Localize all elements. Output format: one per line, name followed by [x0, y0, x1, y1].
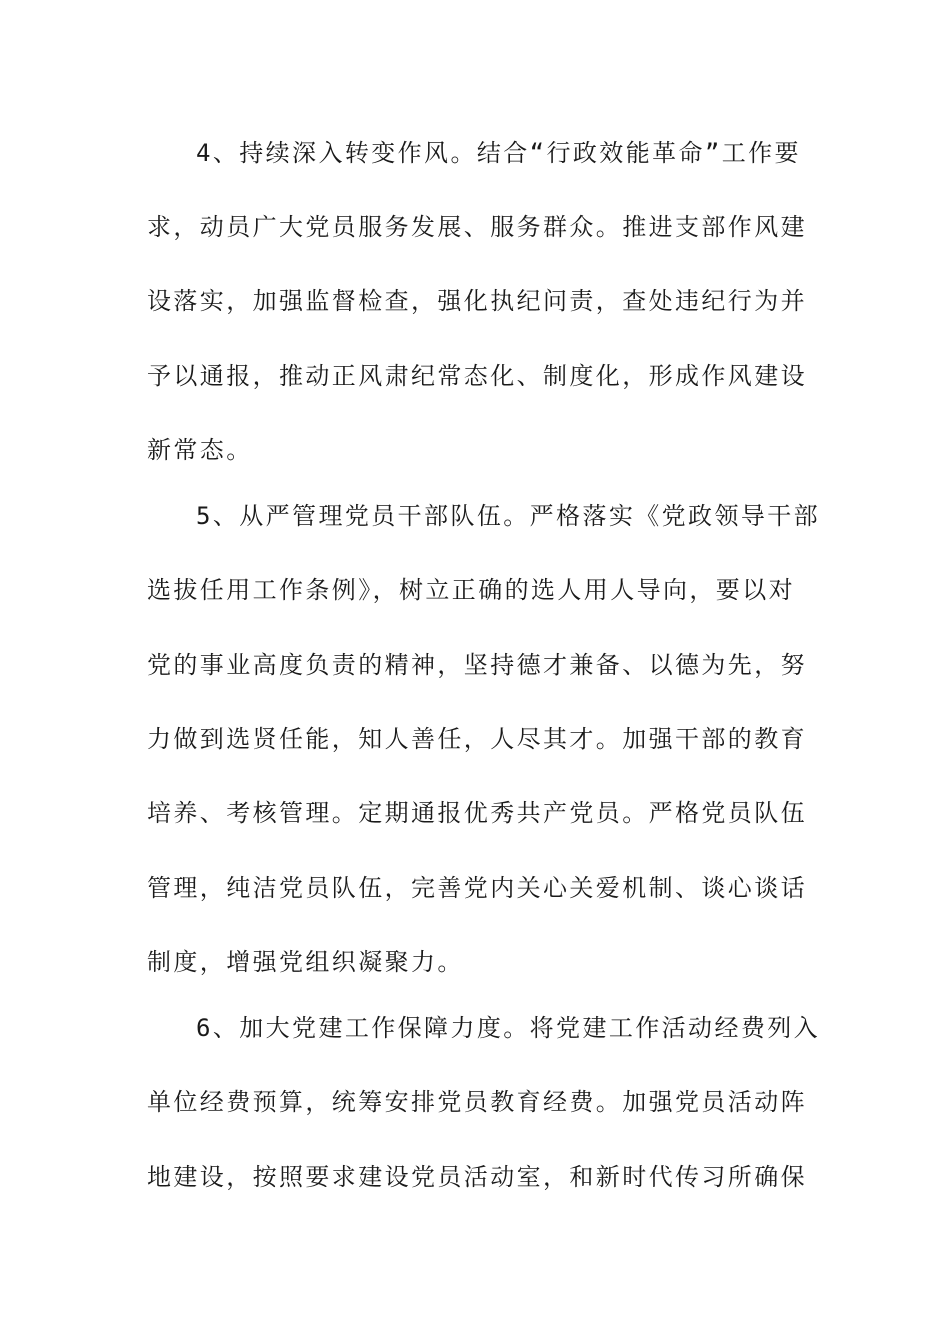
paragraph-line: 力做到选贤任能，知人善任，人尽其才。加强干部的教育	[147, 725, 807, 753]
paragraph-line: 5、从严管理党员干部队伍。严格落实《党政领导干部	[196, 502, 821, 530]
paragraph-line: 4、持续深入转变作风。结合“行政效能革命”工作要	[196, 139, 801, 167]
paragraph-line: 单位经费预算，统筹安排党员教育经费。加强党员活动阵	[147, 1088, 807, 1116]
paragraph-line: 新常态。	[147, 436, 253, 464]
paragraph-line: 设落实，加强监督检查，强化执纪问责，查处违纪行为并	[147, 287, 807, 315]
paragraph-line: 培养、考核管理。定期通报优秀共产党员。严格党员队伍	[147, 799, 807, 827]
paragraph-line: 地建设，按照要求建设党员活动室，和新时代传习所确保	[147, 1163, 807, 1191]
paragraph-line: 求，动员广大党员服务发展、服务群众。推进支部作风建	[147, 213, 807, 241]
paragraph-line: 党的事业高度负责的精神，坚持德才兼备、以德为先，努	[147, 651, 807, 679]
paragraph-line: 予以通报，推动正风肃纪常态化、制度化，形成作风建设	[147, 362, 807, 390]
paragraph-line: 选拔任用工作条例》，树立正确的选人用人导向，要以对	[147, 576, 795, 604]
paragraph-line: 管理，纯洁党员队伍，完善党内关心关爱机制、谈心谈话	[147, 874, 807, 902]
paragraph-line: 6、加大党建工作保障力度。将党建工作活动经费列入	[196, 1014, 821, 1042]
paragraph-line: 制度，增强党组织凝聚力。	[147, 948, 464, 976]
